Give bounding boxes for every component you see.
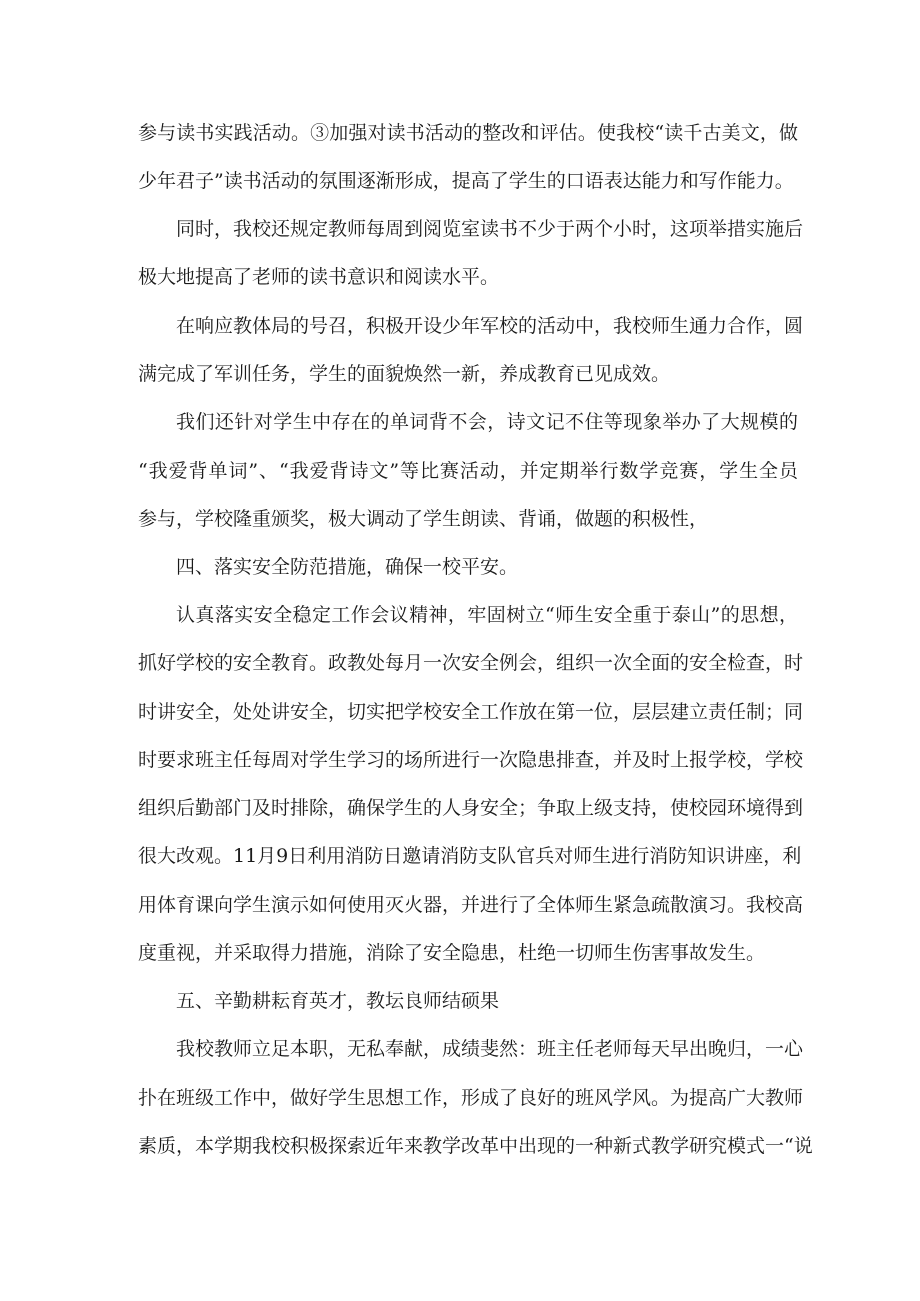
text-line: 组织后勤部门及时排除，确保学生的人身安全；争取上级支持，使校园环境得到 <box>138 797 804 819</box>
text-line: 度重视，并采取得力措施，消除了安全隐患，杜绝一切师生伤害事故发生。 <box>138 942 766 964</box>
text-line: 少年君子”读书活动的氛围逐渐形成，提高了学生的口语表达能力和写作能力。 <box>138 170 794 192</box>
text-line: “我爱背单词”、“我爱背诗文”等比赛活动，并定期举行数学竞赛，学生全员 <box>138 460 798 482</box>
text-line: 极大地提高了老师的读书意识和阅读水平。 <box>138 266 500 288</box>
text-line: 扑在班级工作中，做好学生思想工作，形成了良好的班风学风。为提高广大教师 <box>138 1087 804 1109</box>
text-line: 用体育课向学生演示如何使用灭火器，并进行了全体师生紧急疏散演习。我校高 <box>138 894 804 916</box>
text-line: 时讲安全，处处讲安全，切实把学校安全工作放在第一位，层层建立责任制；同 <box>138 701 804 723</box>
text-line: 满完成了军训任务，学生的面貌焕然一新，养成教育已见成效。 <box>138 363 671 385</box>
text-line: 抓好学校的安全教育。政教处每月一次安全例会，组织一次全面的安全检查，时 <box>138 652 804 674</box>
text-line: 在响应教体局的号召，积极开设少年军校的活动中，我校师生通力合作，圆 <box>176 315 804 337</box>
section-heading: 四、落实安全防范措施，确保一校平安。 <box>176 556 519 578</box>
text-line: 素质，本学期我校积极探索近年来教学改革中出现的一种新式教学研究模式一“说 <box>138 1135 813 1157</box>
text-line: 参与读书实践活动。③加强对读书活动的整改和评估。使我校“读千古美文，做 <box>138 122 798 144</box>
text-line: 同时，我校还规定教师每周到阅览室读书不少于两个小时，这项举措实施后 <box>176 218 804 240</box>
section-heading: 五、辛勤耕耘育英才，教坛良师结硕果 <box>176 990 500 1012</box>
text-line: 很大改观。11月9日利用消防日邀请消防支队官兵对师生进行消防知识讲座，利 <box>138 845 802 867</box>
text-line: 参与，学校隆重颁奖，极大调动了学生朗读、背诵，做题的积极性， <box>138 508 709 530</box>
text-line: 我们还针对学生中存在的单词背不会，诗文记不住等现象举办了大规模的 <box>176 411 798 433</box>
text-line: 时要求班主任每周对学生学习的场所进行一次隐患排查，并及时上报学校，学校 <box>138 749 804 771</box>
text-line: 认真落实安全稳定工作会议精神，牢固树立“师生安全重于泰山”的思想， <box>176 604 798 626</box>
text-line: 我校教师立足本职，无私奉献，成绩斐然：班主任老师每天早出晚归，一心 <box>176 1038 804 1060</box>
